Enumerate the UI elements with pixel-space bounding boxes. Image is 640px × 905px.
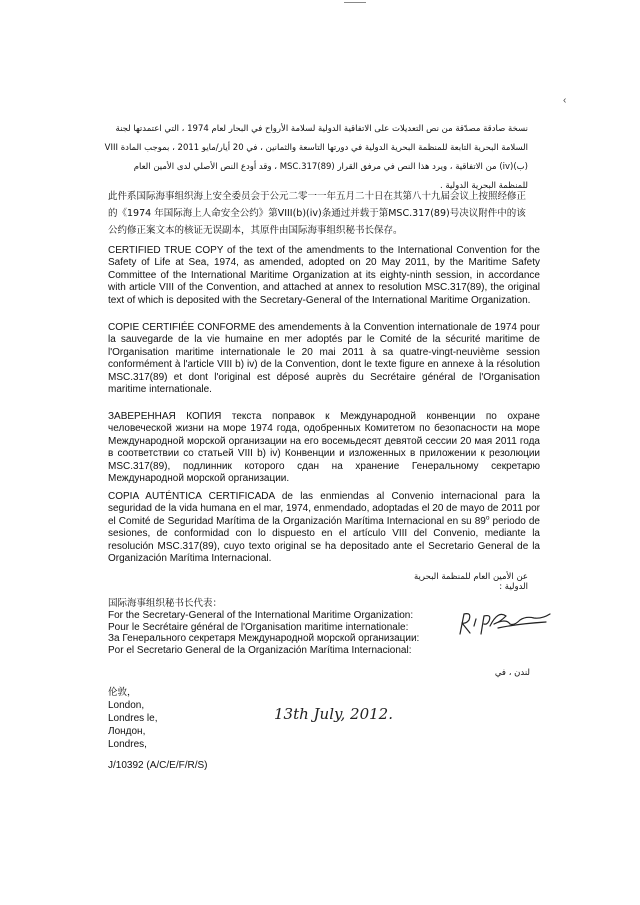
location-chinese: 伦敦， [108, 687, 137, 698]
location-spanish: Londres, [108, 739, 147, 750]
french-certification-text: COPIE CERTIFIÉE CONFORME des amendements à la Convention internationale de 1974 pour la sauvegarde de la vie humaine en mer adoptés par le Comité de la sécurité maritime de l'Organisation maritime internationale le 20 mai 2011 à sa quatre-vingt-neuvième session conformément à l'article VIII b) iv) de la Convention, dont le texte figure en annexe à la résolution MSC.317(89) et dont l'original est déposé auprès du Secrétaire général de l'Organisation maritime internationale. [108, 322, 540, 396]
spanish-superscript: o [485, 514, 490, 522]
location-russian: Лондон, [108, 726, 146, 737]
arabic-certification-text: نسخة صادقة مصدّقة من نص التعديلات على الاتفاقية الدولية لسلامة الأرواح في البحار لعام 1974 ، التي اعتمدتها لجنة السلامة البحرية التابعة للمنظمة البحرية الدولية في دورتها التاسعة والثمانين ، في 20 أيار/مايو 2011 ، بموجب المادة VIII (ب)(iv) من الاتفاقية ، ويرد هذا النص في مرفق القرار MSC.317(89) ، وقد أودع النص الأصلي لدى الأمين العام للمنظمة البحرية الدولية . [104, 124, 528, 191]
location-french: Londres le, [108, 713, 158, 724]
location-english: London, [108, 700, 145, 711]
handwritten-date [272, 699, 428, 729]
location-lines [108, 686, 157, 751]
svg-text:13th July, 2012.: 13th July, 2012. [274, 705, 393, 723]
russian-certification-text: ЗАВЕРЕННАЯ КОПИЯ текста поправок к Международной конвенции по охране человеческой жизни на море 1974 года, одобренных Комитетом по безопасности на море Международной морской организации на его восемьдесят девятой сессии 20 мая 2011 года в соответствии со статьей VIII b) iv) Конвенции и изложенных в приложении к резолюции MSC.317(89), подлинник которого сдан на хранение Генеральному секретарю Международной морской организации. [108, 411, 540, 485]
signatory-english: For the Secretary-General of the International Maritime Organization: [108, 610, 414, 621]
english-certification-text: CERTIFIED TRUE COPY of the text of the amendments to the International Convention for the Safety of Life at Sea, 1974, as amended, adopted on 20 May 2011, by the Maritime Safety Committee of the International Maritime Organization at its eighty-ninth session, in accordance with article VIII of the Convention, and attached at annex to resolution MSC.317(89), the original text of which is deposited with the Secretary-General of the International Maritime Organization. [108, 245, 540, 306]
signatory-arabic: عن الأمين العام للمنظمة البحرية الدولية : [414, 572, 528, 592]
scan-mark-right: ‹ [563, 95, 567, 106]
spanish-text-part-1: COPIA AUTÉNTICA CERTIFICADA de las enmiendas al Convenio internacional para la seguridad de la vida humana en el mar, 1974, enmendado, adoptadas el 20 de mayo de 2011 por el Comité de Seguridad Marítima de la Organización Marítima Internacional en su 89 [108, 491, 540, 527]
signatory-russian: За Генерального секретаря Международной морской организации: [108, 633, 420, 644]
spanish-text-part-2: periodo de sesiones, de conformidad con lo dispuesto en el artículo VIII del Convenio, mediante la resolución MSC.317(89), cuyo texto original se ha depositado ante el Secretario General de la Organización Marítima Internacional. [108, 515, 540, 565]
signatory-french: Pour le Secrétaire général de l'Organisation maritime internationale: [108, 621, 409, 633]
location-arabic: لندن ، في [494, 668, 530, 678]
signatory-spanish: Por el Secretario General de la Organización Marítima Internacional: [108, 644, 412, 656]
signatory-lines [108, 610, 448, 656]
handwritten-signature [454, 604, 554, 640]
scan-mark-top [344, 2, 366, 3]
chinese-certification-text: 此件系国际海事组织海上安全委员会于公元二零一一年五月二十日在其第八十九届会议上按照经修正的《1974 年国际海上人命安全公约》第VIII(b)(iv)条通过并载于第MSC.317(89)号决议附件中的该公约修正案文本的核证无误副本，其原件由国际海事组织秘书长保存。 [108, 191, 527, 236]
spanish-certification-text [108, 491, 540, 565]
document-reference: J/10392 (A/C/E/F/R/S) [108, 760, 208, 771]
signatory-chinese: 国际海事组织秘书长代表： [108, 598, 223, 609]
